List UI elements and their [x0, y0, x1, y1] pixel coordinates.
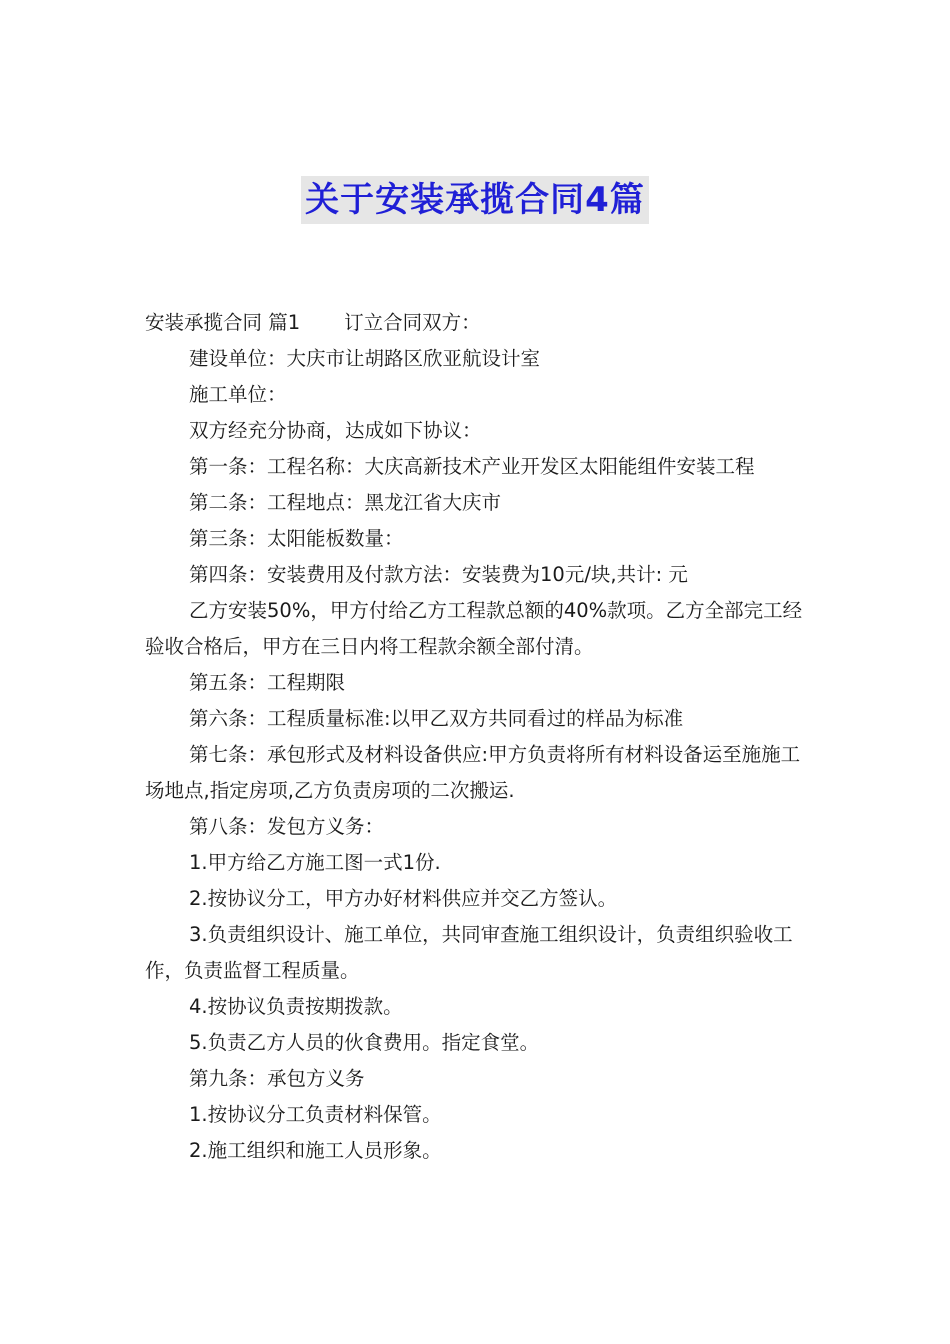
parties-label: 订立合同双方： [344, 311, 481, 334]
paragraph: 4.按协议负责按期拨款。 [189, 995, 403, 1018]
paragraph: 第六条：工程质量标准:以甲乙双方共同看过的样品为标准 [189, 707, 684, 730]
paragraph: 第八条：发包方义务： [189, 815, 385, 838]
paragraph: 施工单位： [189, 383, 287, 406]
paragraph: 第四条：安装费用及付款方法：安装费为10元/块,共计: 元 [189, 563, 688, 586]
paragraph: 3.负责组织设计、施工单位，共同审查施工组织设计，负责组织验收工作，负责监督工程质量。 [145, 923, 793, 982]
paragraph: 第七条：承包形式及材料设备供应:甲方负责将所有材料设备运至施施工场地点,指定房项,乙方负责房项的二次搬运. [145, 743, 801, 802]
paragraph: 建设单位：大庆市让胡路区欣亚航设计室 [189, 347, 541, 370]
paragraph: 1.按协议分工负责材料保管。 [189, 1103, 442, 1126]
paragraph: 2.按协议分工，甲方办好材料供应并交乙方签认。 [189, 887, 618, 910]
document-title: 关于安装承揽合同4篇 [301, 176, 649, 224]
document-body [145, 305, 810, 1169]
title-container [0, 176, 950, 224]
paragraph: 第二条：工程地点：黑龙江省大庆市 [189, 491, 502, 514]
paragraph: 第五条：工程期限 [189, 671, 346, 694]
paragraph: 1.甲方给乙方施工图一式1份. [189, 851, 441, 874]
paragraph: 2.施工组织和施工人员形象。 [189, 1139, 442, 1162]
paragraph: 第三条：太阳能板数量： [189, 527, 404, 550]
paragraph: 5.负责乙方人员的伙食费用。指定食堂。 [189, 1031, 540, 1054]
section-heading-line [145, 305, 810, 341]
paragraph: 第九条：承包方义务 [189, 1067, 365, 1090]
paragraph: 双方经充分协商，达成如下协议： [189, 419, 482, 442]
paragraph: 第一条：工程名称：大庆高新技术产业开发区太阳能组件安装工程 [189, 455, 755, 478]
paragraph: 乙方安装50%，甲方付给乙方工程款总额的40%款项。乙方全部完工经验收合格后，甲方在三日内将工程款余额全部付清。 [145, 599, 803, 658]
section-heading: 安装承揽合同 篇1 [145, 311, 301, 334]
